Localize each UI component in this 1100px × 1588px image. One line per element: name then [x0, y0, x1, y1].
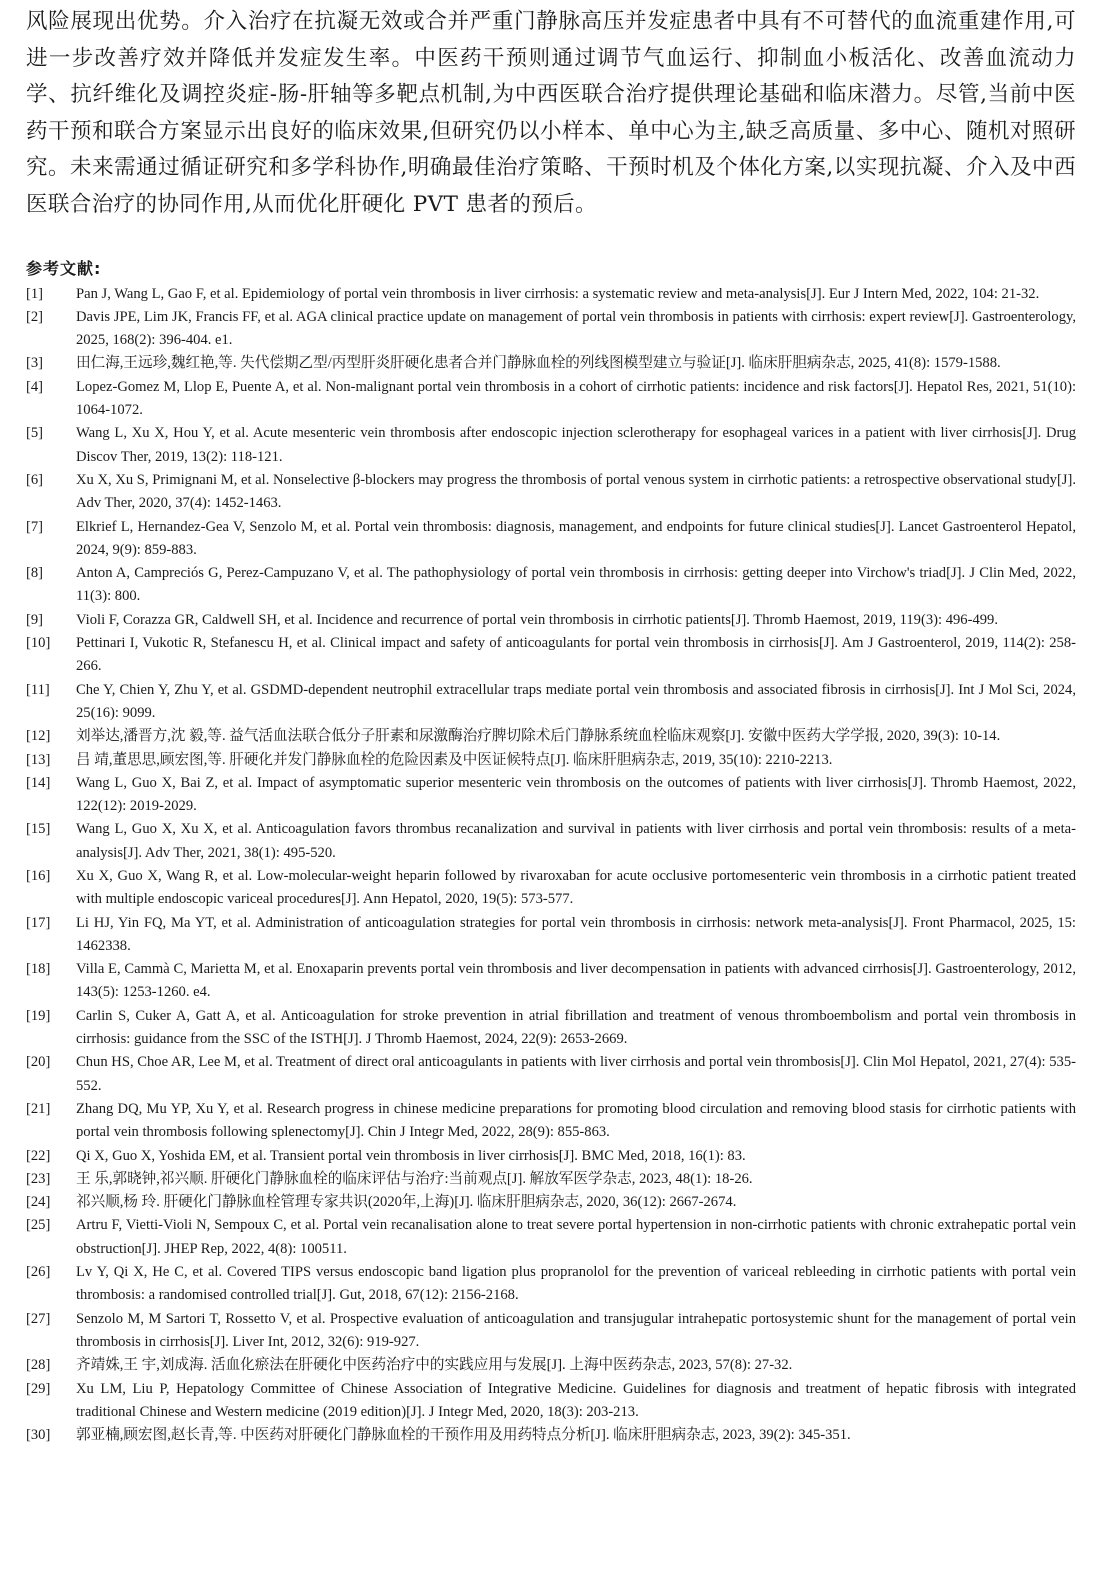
- reference-text: 祁兴顺,杨 玲. 肝硬化门静脉血栓管理专家共识(2020年,上海)[J]. 临床肝胆病杂志, 2020, 36(12): 2667-2674.: [76, 1194, 737, 1211]
- reference-number: [13]: [26, 751, 51, 768]
- reference-number: [20]: [26, 1054, 51, 1071]
- reference-item: [26, 1051, 1076, 1098]
- reference-number: [25]: [26, 1217, 51, 1234]
- reference-text: Anton A, Campreciós G, Perez-Campuzano V, et al. The pathophysiology of portal vein thrombosis in cirrhosis: getting deeper into Virchow's triad[J]. J Clin Med, 2022, 11(3): 800.: [76, 565, 1076, 605]
- reference-text: Villa E, Cammà C, Marietta M, et al. Enoxaparin prevents portal vein thrombosis and liver decompensation in patients with advanced cirrhosis[J]. Gastroenterology, 2012, 143(5): 1253-1260. e4.: [76, 961, 1076, 1001]
- reference-text: 齐靖姝,王 宇,刘成海. 活血化瘀法在肝硬化中医药治疗中的实践应用与发展[J]. 上海中医药杂志, 2023, 57(8): 27-32.: [76, 1357, 793, 1374]
- reference-item: [26, 1261, 1076, 1308]
- reference-text: Lv Y, Qi X, He C, et al. Covered TIPS versus endoscopic band ligation plus propranolol for the prevention of variceal rebleeding in cirrhotic patients with portal vein thrombosis: a randomised controlled trial[J]. Gut, 2018, 67(12): 2156-2168.: [76, 1264, 1076, 1304]
- reference-number: [8]: [26, 565, 44, 582]
- reference-number: [11]: [26, 681, 50, 698]
- reference-item: [26, 306, 1076, 353]
- reference-text: Qi X, Guo X, Yoshida EM, et al. Transient portal vein thrombosis in liver cirrhosis[J]. BMC Med, 2018, 16(1): 83.: [76, 1147, 746, 1164]
- reference-item: [26, 818, 1076, 865]
- reference-text: Davis JPE, Lim JK, Francis FF, et al. AGA clinical practice update on management of portal vein thrombosis in patients with cirrhosis: expert review[J]. Gastroenterology, 2025, 168(2): 396-404. e1.: [76, 308, 1076, 349]
- reference-item: [26, 1145, 1076, 1168]
- reference-item: [26, 352, 1076, 375]
- reference-number: [27]: [26, 1310, 51, 1327]
- reference-number: [22]: [26, 1147, 51, 1164]
- reference-number: [10]: [26, 635, 51, 652]
- reference-text: Wang L, Xu X, Hou Y, et al. Acute mesenteric vein thrombosis after endoscopic injection sclerotherapy for esophageal varices in a patient with liver cirrhosis[J]. Drug Discov Ther, 2019, 13(2): 118-121.: [76, 425, 1076, 465]
- reference-item: [26, 1005, 1076, 1052]
- reference-item: [26, 1168, 1076, 1191]
- reference-text: Elkrief L, Hernandez-Gea V, Senzolo M, et al. Portal vein thrombosis: diagnosis, management, and endpoints for future clinical studies[J]. Lancet Gastroenterol Hepatol, 2024, 9(9): 859-883.: [76, 518, 1076, 558]
- reference-text: Zhang DQ, Mu YP, Xu Y, et al. Research progress in chinese medicine preparations for promoting blood circulation and removing blood stasis for cirrhotic patients with portal vein thrombosis following splenectomy[J]. Chin J Integr Med, 2022, 28(9): 855-863.: [76, 1100, 1076, 1141]
- reference-item: [26, 422, 1076, 469]
- reference-text: Carlin S, Cuker A, Gatt A, et al. Anticoagulation for stroke prevention in atrial fibrillation and treatment of venous thromboembolism and portal vein thrombosis in cirrhosis: guidance from the SSC of the ISTH[J]. J Thromb Haemost, 2024, 22(9): 2653-2669.: [76, 1007, 1076, 1048]
- reference-item: [26, 609, 1076, 632]
- reference-item: [26, 865, 1076, 912]
- reference-item: [26, 516, 1076, 563]
- reference-number: [21]: [26, 1100, 51, 1117]
- reference-list: [26, 283, 1076, 1448]
- reference-number: [7]: [26, 518, 44, 535]
- reference-text: Wang L, Guo X, Xu X, et al. Anticoagulation favors thrombus recanalization and survival in patients with liver cirrhosis and portal vein thrombosis: results of a meta-analysis[J]. Adv Ther, 2021, 38(1): 495-520.: [76, 821, 1076, 861]
- reference-number: [9]: [26, 611, 44, 628]
- reference-number: [1]: [26, 285, 44, 302]
- reference-text: 刘举达,潘晋方,沈 毅,等. 益气活血法联合低分子肝素和尿激酶治疗脾切除术后门静脉系统血栓临床观察[J]. 安徽中医药大学学报, 2020, 39(3): 10-14.: [76, 728, 1001, 745]
- reference-number: [30]: [26, 1427, 51, 1444]
- reference-text: Chun HS, Choe AR, Lee M, et al. Treatment of direct oral anticoagulants in patients with liver cirrhosis and portal vein thrombosis[J]. Clin Mol Hepatol, 2021, 27(4): 535-552.: [76, 1054, 1076, 1094]
- reference-item: [26, 283, 1076, 306]
- reference-item: [26, 1354, 1076, 1377]
- reference-item: [26, 725, 1076, 748]
- reference-item: [26, 912, 1076, 959]
- reference-text: Senzolo M, M Sartori T, Rossetto V, et al. Prospective evaluation of anticoagulation and transjugular intrahepatic portosystemic shunt for the management of portal vein thrombosis in cirrhosis[J]. Liver Int, 2012, 32(6): 919-927.: [76, 1310, 1076, 1350]
- reference-item: [26, 376, 1076, 423]
- reference-number: [4]: [26, 378, 44, 395]
- reference-number: [15]: [26, 821, 51, 838]
- reference-item: [26, 958, 1076, 1005]
- reference-item: [26, 469, 1076, 516]
- reference-number: [18]: [26, 961, 51, 978]
- reference-text: Lopez-Gomez M, Llop E, Puente A, et al. Non-malignant portal vein thrombosis in a cohort of cirrhotic patients: incidence and risk factors[J]. Hepatol Res, 2021, 51(10): 1064-1072.: [76, 378, 1076, 419]
- reference-item: [26, 1378, 1076, 1425]
- reference-item: [26, 1308, 1076, 1355]
- reference-number: [5]: [26, 425, 44, 442]
- reference-number: [28]: [26, 1357, 51, 1374]
- reference-text: Li HJ, Yin FQ, Ma YT, et al. Administration of anticoagulation strategies for portal vein thrombosis in cirrhosis: network meta-analysis[J]. Front Pharmacol, 2025, 15: 1462338.: [76, 914, 1076, 954]
- reference-item: [26, 1098, 1076, 1145]
- reference-text: Violi F, Corazza GR, Caldwell SH, et al. Incidence and recurrence of portal vein thrombosis in cirrhotic patients[J]. Thromb Haemost, 2019, 119(3): 496-499.: [76, 611, 998, 628]
- document-page: [26, 4, 1076, 1447]
- reference-text: Xu LM, Liu P, Hepatology Committee of Chinese Association of Integrative Medicine. Guidelines for diagnosis and treatment of hepatic fibrosis with integrated traditional Chinese and Western medicine (2019 edition)[J]. J Integr Med, 2020, 18(3): 203-213.: [76, 1380, 1076, 1420]
- reference-item: [26, 1424, 1076, 1447]
- reference-item: [26, 772, 1076, 819]
- reference-item: [26, 632, 1076, 679]
- reference-number: [3]: [26, 355, 44, 372]
- reference-number: [14]: [26, 774, 51, 791]
- reference-text: Pettinari I, Vukotic R, Stefanescu H, et al. Clinical impact and safety of anticoagulants for portal vein thrombosis in cirrhosis[J]. Am J Gastroenterol, 2019, 114(2): 258-266.: [76, 635, 1076, 675]
- reference-number: [26]: [26, 1264, 51, 1281]
- reference-item: [26, 562, 1076, 609]
- reference-text: Wang L, Guo X, Bai Z, et al. Impact of asymptomatic superior mesenteric vein thrombosis on the outcomes of patients with liver cirrhosis[J]. Thromb Haemost, 2022, 122(12): 2019-2029.: [76, 774, 1076, 815]
- reference-number: [19]: [26, 1007, 51, 1024]
- reference-text: 郭亚楠,顾宏图,赵长青,等. 中医药对肝硬化门静脉血栓的干预作用及用药特点分析[J]. 临床肝胆病杂志, 2023, 39(2): 345-351.: [76, 1427, 851, 1444]
- reference-item: [26, 1191, 1076, 1214]
- reference-number: [23]: [26, 1170, 51, 1187]
- reference-text: Pan J, Wang L, Gao F, et al. Epidemiology of portal vein thrombosis in liver cirrhosis: a systematic review and meta-analysis[J]. Eur J Intern Med, 2022, 104: 21-32.: [76, 285, 1040, 302]
- reference-text: Xu X, Xu S, Primignani M, et al. Nonselective β-blockers may progress the thrombosis of portal venous system in cirrhotic patients: a retrospective observational study[J]. Adv Ther, 2020, 37(4): 1452-1463.: [76, 471, 1076, 512]
- reference-number: [6]: [26, 471, 44, 488]
- reference-number: [12]: [26, 728, 51, 745]
- reference-text: Xu X, Guo X, Wang R, et al. Low-molecular-weight heparin followed by rivaroxaban for acute occlusive portomesenteric vein thrombosis in a cirrhotic patient treated with multiple endoscopic variceal procedures[J]. Ann Hepatol, 2020, 19(5): 573-577.: [76, 867, 1076, 908]
- reference-text: 吕 靖,董思思,顾宏图,等. 肝硬化并发门静脉血栓的危险因素及中医证候特点[J]. 临床肝胆病杂志, 2019, 35(10): 2210-2213.: [76, 751, 833, 768]
- reference-text: Artru F, Vietti-Violi N, Sempoux C, et al. Portal vein recanalisation alone to treat severe portal hypertension in non-cirrhotic patients with chronic extrahepatic portal vein obstruction[J]. JHEP Rep, 2022, 4(8): 100511.: [76, 1217, 1076, 1257]
- reference-text: 田仁海,王远珍,魏红艳,等. 失代偿期乙型/丙型肝炎肝硬化患者合并门静脉血栓的列线图模型建立与验证[J]. 临床肝胆病杂志, 2025, 41(8): 1579-1588.: [76, 355, 1001, 372]
- reference-number: [17]: [26, 914, 51, 931]
- reference-number: [2]: [26, 308, 44, 325]
- reference-text: 王 乐,郭晓钟,祁兴顺. 肝硬化门静脉血栓的临床评估与治疗:当前观点[J]. 解放军医学杂志, 2023, 48(1): 18-26.: [76, 1170, 753, 1187]
- reference-number: [24]: [26, 1194, 51, 1211]
- reference-item: [26, 679, 1076, 726]
- reference-number: [29]: [26, 1380, 51, 1397]
- references-heading: 参考文献:: [26, 258, 102, 278]
- body-paragraph: 风险展现出优势。介入治疗在抗凝无效或合并严重门静脉高压并发症患者中具有不可替代的血流重建作用,可进一步改善疗效并降低并发症发生率。中医药干预则通过调节气血运行、抑制血小板活化、改善血流动力学、抗纤维化及调控炎症-肠-肝轴等多靶点机制,为中西医联合治疗提供理论基础和临床潜力。尽管,当前中医药干预和联合方案显示出良好的临床效果,但研究仍以小样本、单中心为主,缺乏高质量、多中心、随机对照研究。未来需通过循证研究和多学科协作,明确最佳治疗策略、干预时机及个体化方案,以实现抗凝、介入及中西医联合治疗的协同作用,从而优化肝硬化 PVT 患者的预后。: [26, 9, 1076, 217]
- reference-text: Che Y, Chien Y, Zhu Y, et al. GSDMD-dependent neutrophil extracellular traps mediate portal vein thrombosis and associated fibrosis in cirrhosis[J]. Int J Mol Sci, 2024, 25(16): 9099.: [76, 681, 1076, 721]
- reference-number: [16]: [26, 867, 51, 884]
- reference-item: [26, 1214, 1076, 1261]
- reference-item: [26, 749, 1076, 772]
